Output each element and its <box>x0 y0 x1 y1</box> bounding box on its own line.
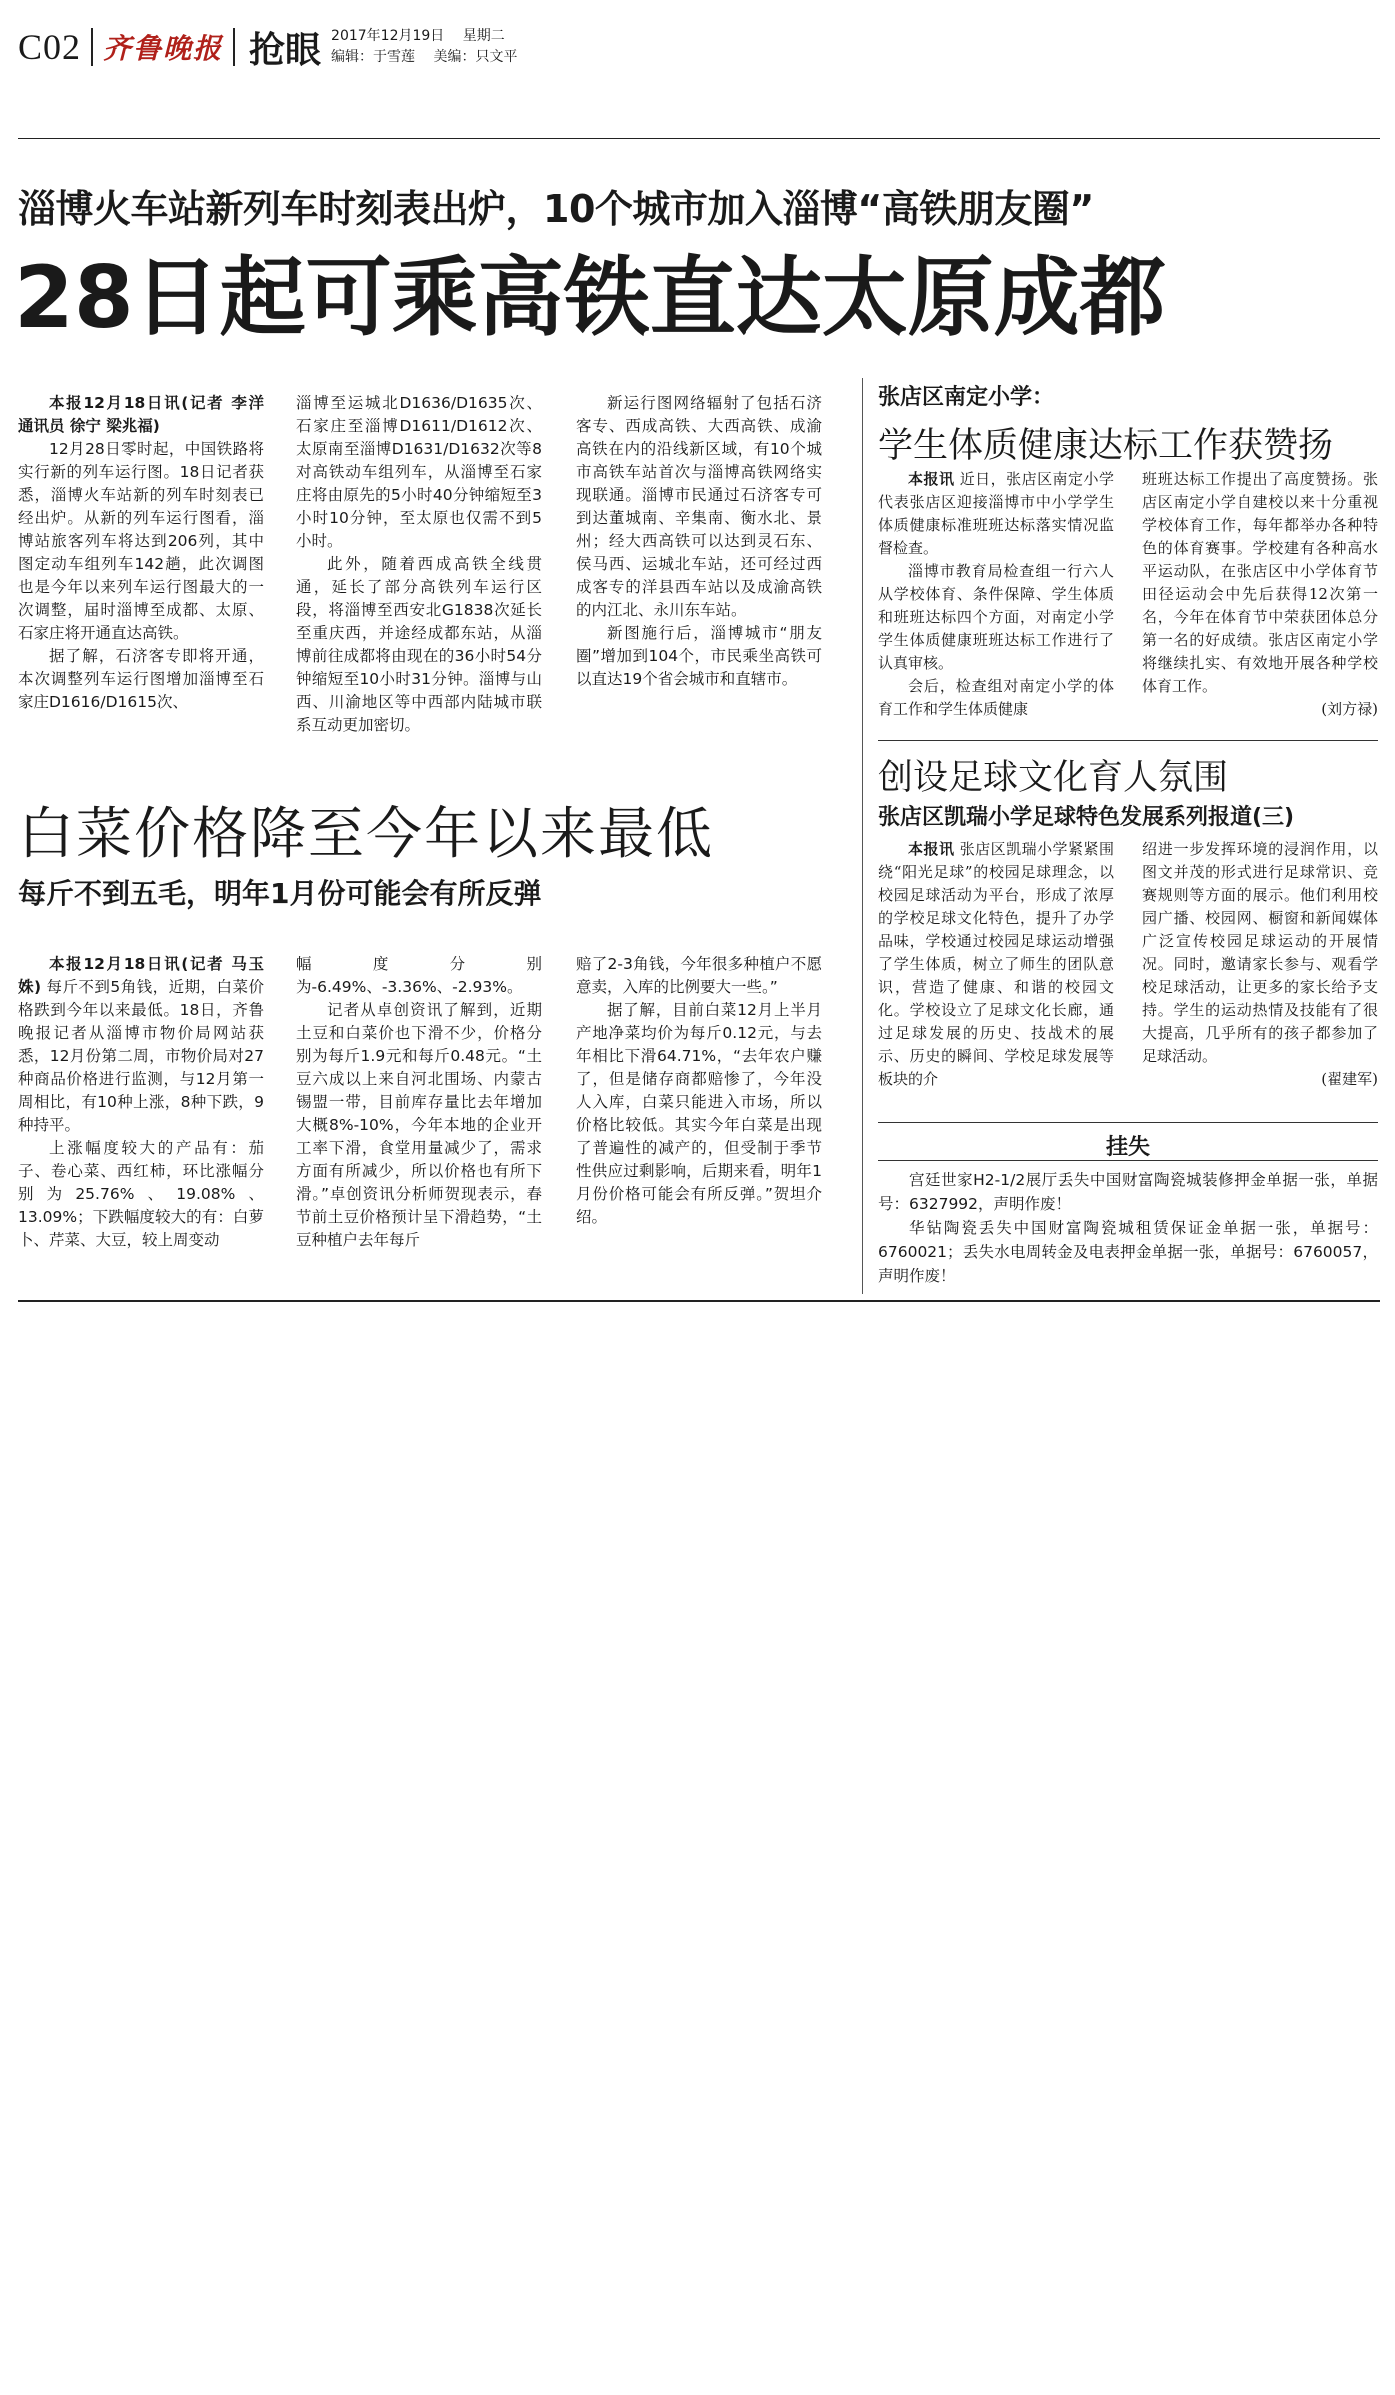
lost-notice-item: 华钻陶瓷丢失中国财富陶瓷城租赁保证金单据一张，单据号：6760021；丢失水电周转金及电表押金单据一张，单据号：6760057，声明作废！ <box>878 1219 1378 1285</box>
story2-lead: 每斤不到5角钱，近期，白菜价格跌到今年以来最低。18日，齐鲁晚报记者从淄博市物价局网站获悉，12月份第二周，市物价局对27种商品价格进行监测，与12月第一周相比，有10种上涨，8种下跌，9种持平。 <box>18 978 264 1134</box>
story3-paragraph: 淄博市教育局检查组一行六人从学校体育、条件保障、学生体质和班班达标四个方面，对南定小学学生体质健康班班达标工作进行了认真审核。 <box>878 562 1114 672</box>
story4-lead: 张店区凯瑞小学紧紧围绕“阳光足球”的校园足球理念，以校园足球活动为平台，形成了浓厚的学校足球文化特色，提升了办学品味，学校通过校园足球运动增强了学生体质，树立了师生的团队意识，营造了健康、和谐的校园文化。学校设立了足球文化长廊，通过足球发展的历史、技战术的展示、历史的瞬间、学校足球发展等板块的介 <box>878 840 1114 1088</box>
story1-paragraph: 此外，随着西成高铁全线贯通，延长了部分高铁列车运行区段，将淄博至西安北G1838次延长至重庆西，并途经成都东站，从淄博前往成都将由现在的36小时54分钟缩短至10小时31分钟。淄博与山西、川渝地区等中西部内陆城市联系互动更加密切。 <box>296 555 542 734</box>
issue-weekday: 星期二 <box>462 28 505 44</box>
story1-column-2 <box>296 392 542 737</box>
story1-column-1 <box>18 392 264 714</box>
page-bottom-rule <box>18 1300 1380 1302</box>
story3-paragraph: 班班达标工作提出了高度赞扬。张店区南定小学自建校以来十分重视学校体育工作，每年都举办各种特色的体育赛事。学校建有各种高水平运动队，在张店区中小学体育节田径运动会中先后获得12次第一名，今年在体育节中荣获团体总分第一名的好成绩。张店区南定小学将继续扎实、有效地开展各种学校体育工作。 <box>1142 470 1378 695</box>
paper-logo: 齐鲁晚报 <box>103 32 224 65</box>
issue-date: 2017年12月19日 <box>331 28 445 44</box>
story2-headline: 白菜价格降至今年以来最低 <box>18 802 714 867</box>
story3-paragraph: 会后，检查组对南定小学的体育工作和学生体质健康 <box>878 677 1114 718</box>
story4-column-1 <box>878 838 1114 1091</box>
story1-paragraph: 新运行图网络辐射了包括石济客专、西成高铁、大西高铁、成渝高铁在内的沿线新区域，有10个城市高铁车站首次与淄博高铁网络实现联通。淄博市民通过石济客专可到达董城南、辛集南、衡水北、景州；经大西高铁可以达到灵石东、侯马西、运城北车站，还可经过西成客专的洋县西车站以及成渝高铁的内江北、永川东车站。 <box>576 394 822 619</box>
designer-credit: 美编：只文平 <box>433 49 518 65</box>
masthead-divider <box>91 28 93 66</box>
story1-column-3 <box>576 392 822 691</box>
story2-paragraph: 上涨幅度较大的产品有：茄子、卷心菜、西红柿，环比涨幅分别为25.76%、19.08%、13.09%；下跌幅度较大的有：白萝卜、芹菜、大豆，较上周变动 <box>18 1139 264 1249</box>
story2-paragraph: 据了解，目前白菜12月上半月产地净菜均价为每斤0.12元，与去年相比下滑64.71%，“去年农户赚了，但是储存商都赔惨了，今年没人入库，白菜只能进入市场，所以价格比较低。其实今年白菜是出现了普遍性的减产的，但受制于季节性供应过剩影响，后期来看，明年1月份价格可能会有所反弹。”贺坦介绍。 <box>576 1001 822 1226</box>
column-divider <box>862 378 863 1294</box>
story3-kicker: 张店区南定小学： <box>878 385 1055 410</box>
story1-paragraph: 淄博至运城北D1636/D1635次、石家庄至淄博D1611/D1612次、太原南至淄博D1631/D1632次等8对高铁动车组列车，从淄博至石家庄将由原先的5小时40分钟缩短至3小时10分钟，至太原也仅需不到5小时。 <box>296 394 542 550</box>
story4-column-2 <box>1142 838 1378 1091</box>
lost-notices <box>878 1168 1378 1288</box>
story4-headline: 创设足球文化育人氛围 <box>878 758 1229 798</box>
story2-column-3 <box>576 953 822 1229</box>
masthead-divider <box>233 28 235 66</box>
story4-byline: 本报讯 <box>908 840 955 858</box>
story4-paragraph: 绍进一步发挥环境的浸润作用，以图文并茂的形式进行足球常识、竞赛规则等方面的展示。他们利用校园广播、校园网、橱窗和新闻媒体广泛宣传校园足球运动的开展情况。同时，邀请家长参与、观看学校足球活动，让更多的家长给予支持。学生的运动热情及技能有了很大提高，几乎所有的孩子都参加了足球活动。 <box>1142 840 1378 1065</box>
story4-subhead: 张店区凯瑞小学足球特色发展系列报道(三) <box>878 805 1295 830</box>
story1-kicker: 淄博火车站新列车时刻表出炉，10个城市加入淄博“高铁朋友圈” <box>18 187 1094 231</box>
story3-signature: (刘方禄) <box>1321 700 1378 718</box>
story1-paragraph: 12月28日零时起，中国铁路将实行新的列车运行图。18日记者获悉，淄博火车站新的列车时刻表已经出炉。从新的列车运行图看，淄博站旅客列车将达到206列，其中图定动车组列车142趟，此次调图也是今年以来列车运行图最大的一次调整，届时淄博至成都、太原、石家庄将开通直达高铁。 <box>18 440 264 642</box>
masthead-rule <box>18 138 1380 139</box>
story2-paragraph: 赔了2-3角钱，今年很多种植户不愿意卖，入库的比例要大一些。” <box>576 955 822 996</box>
lost-notice-item: 宫廷世家H2-1/2展厅丢失中国财富陶瓷城装修押金单据一张，单据号：6327992，声明作废！ <box>878 1171 1378 1213</box>
lost-notice-title: 挂失 <box>1105 1135 1150 1160</box>
story3-lead: 近日，张店区南定小学代表张店区迎接淄博市中小学学生体质健康标准班班达标落实情况监督检查。 <box>878 470 1114 557</box>
section-name: 抢眼 <box>249 29 322 71</box>
story-divider <box>878 740 1378 741</box>
story3-headline: 学生体质健康达标工作获赞扬 <box>878 426 1334 466</box>
story-divider <box>878 1122 1378 1123</box>
masthead-meta <box>331 26 531 68</box>
page-number: C02 <box>18 27 82 67</box>
lost-notice-rule <box>878 1160 1378 1161</box>
masthead <box>18 22 532 72</box>
story2-byline: 本报12月18日讯(记者 马玉姝) <box>18 955 264 996</box>
story1-byline: 本报12月18日讯(记者 李洋 通讯员 徐宁 梁兆福) <box>18 394 264 435</box>
story1-headline: 28日起可乘高铁直达太原成都 <box>14 248 1166 348</box>
story3-column-2 <box>1142 468 1378 721</box>
editor-credit: 编辑：于雪莲 <box>331 49 416 65</box>
story2-column-2 <box>296 953 542 1252</box>
story2-subhead: 每斤不到五毛，明年1月份可能会有所反弹 <box>18 877 542 910</box>
story1-paragraph: 新图施行后，淄博城市“朋友圈”增加到104个，市民乘坐高铁可以直达19个省会城市和直辖市。 <box>576 624 822 688</box>
story3-byline: 本报讯 <box>908 470 955 488</box>
story2-paragraph: 记者从卓创资讯了解到，近期土豆和白菜价也下滑不少，价格分别为每斤1.9元和每斤0.48元。“土豆六成以上来自河北围场、内蒙古锡盟一带，目前库存量比去年增加大概8%-10%，今年本地的企业开工率下滑，食堂用量减少了，需求方面有所减少，所以价格也有所下滑。”卓创资讯分析师贺现表示，春节前土豆价格预计呈下滑趋势，“土豆种植户去年每斤 <box>296 1001 542 1249</box>
story2-column-1 <box>18 953 264 1252</box>
story1-paragraph: 据了解，石济客专即将开通，本次调整列车运行图增加淄博至石家庄D1616/D1615次、 <box>18 647 264 711</box>
story3-column-1 <box>878 468 1114 721</box>
story2-paragraph: 幅度分别为-6.49%、-3.36%、-2.93%。 <box>296 955 542 996</box>
story4-signature: (翟建军) <box>1321 1070 1378 1088</box>
